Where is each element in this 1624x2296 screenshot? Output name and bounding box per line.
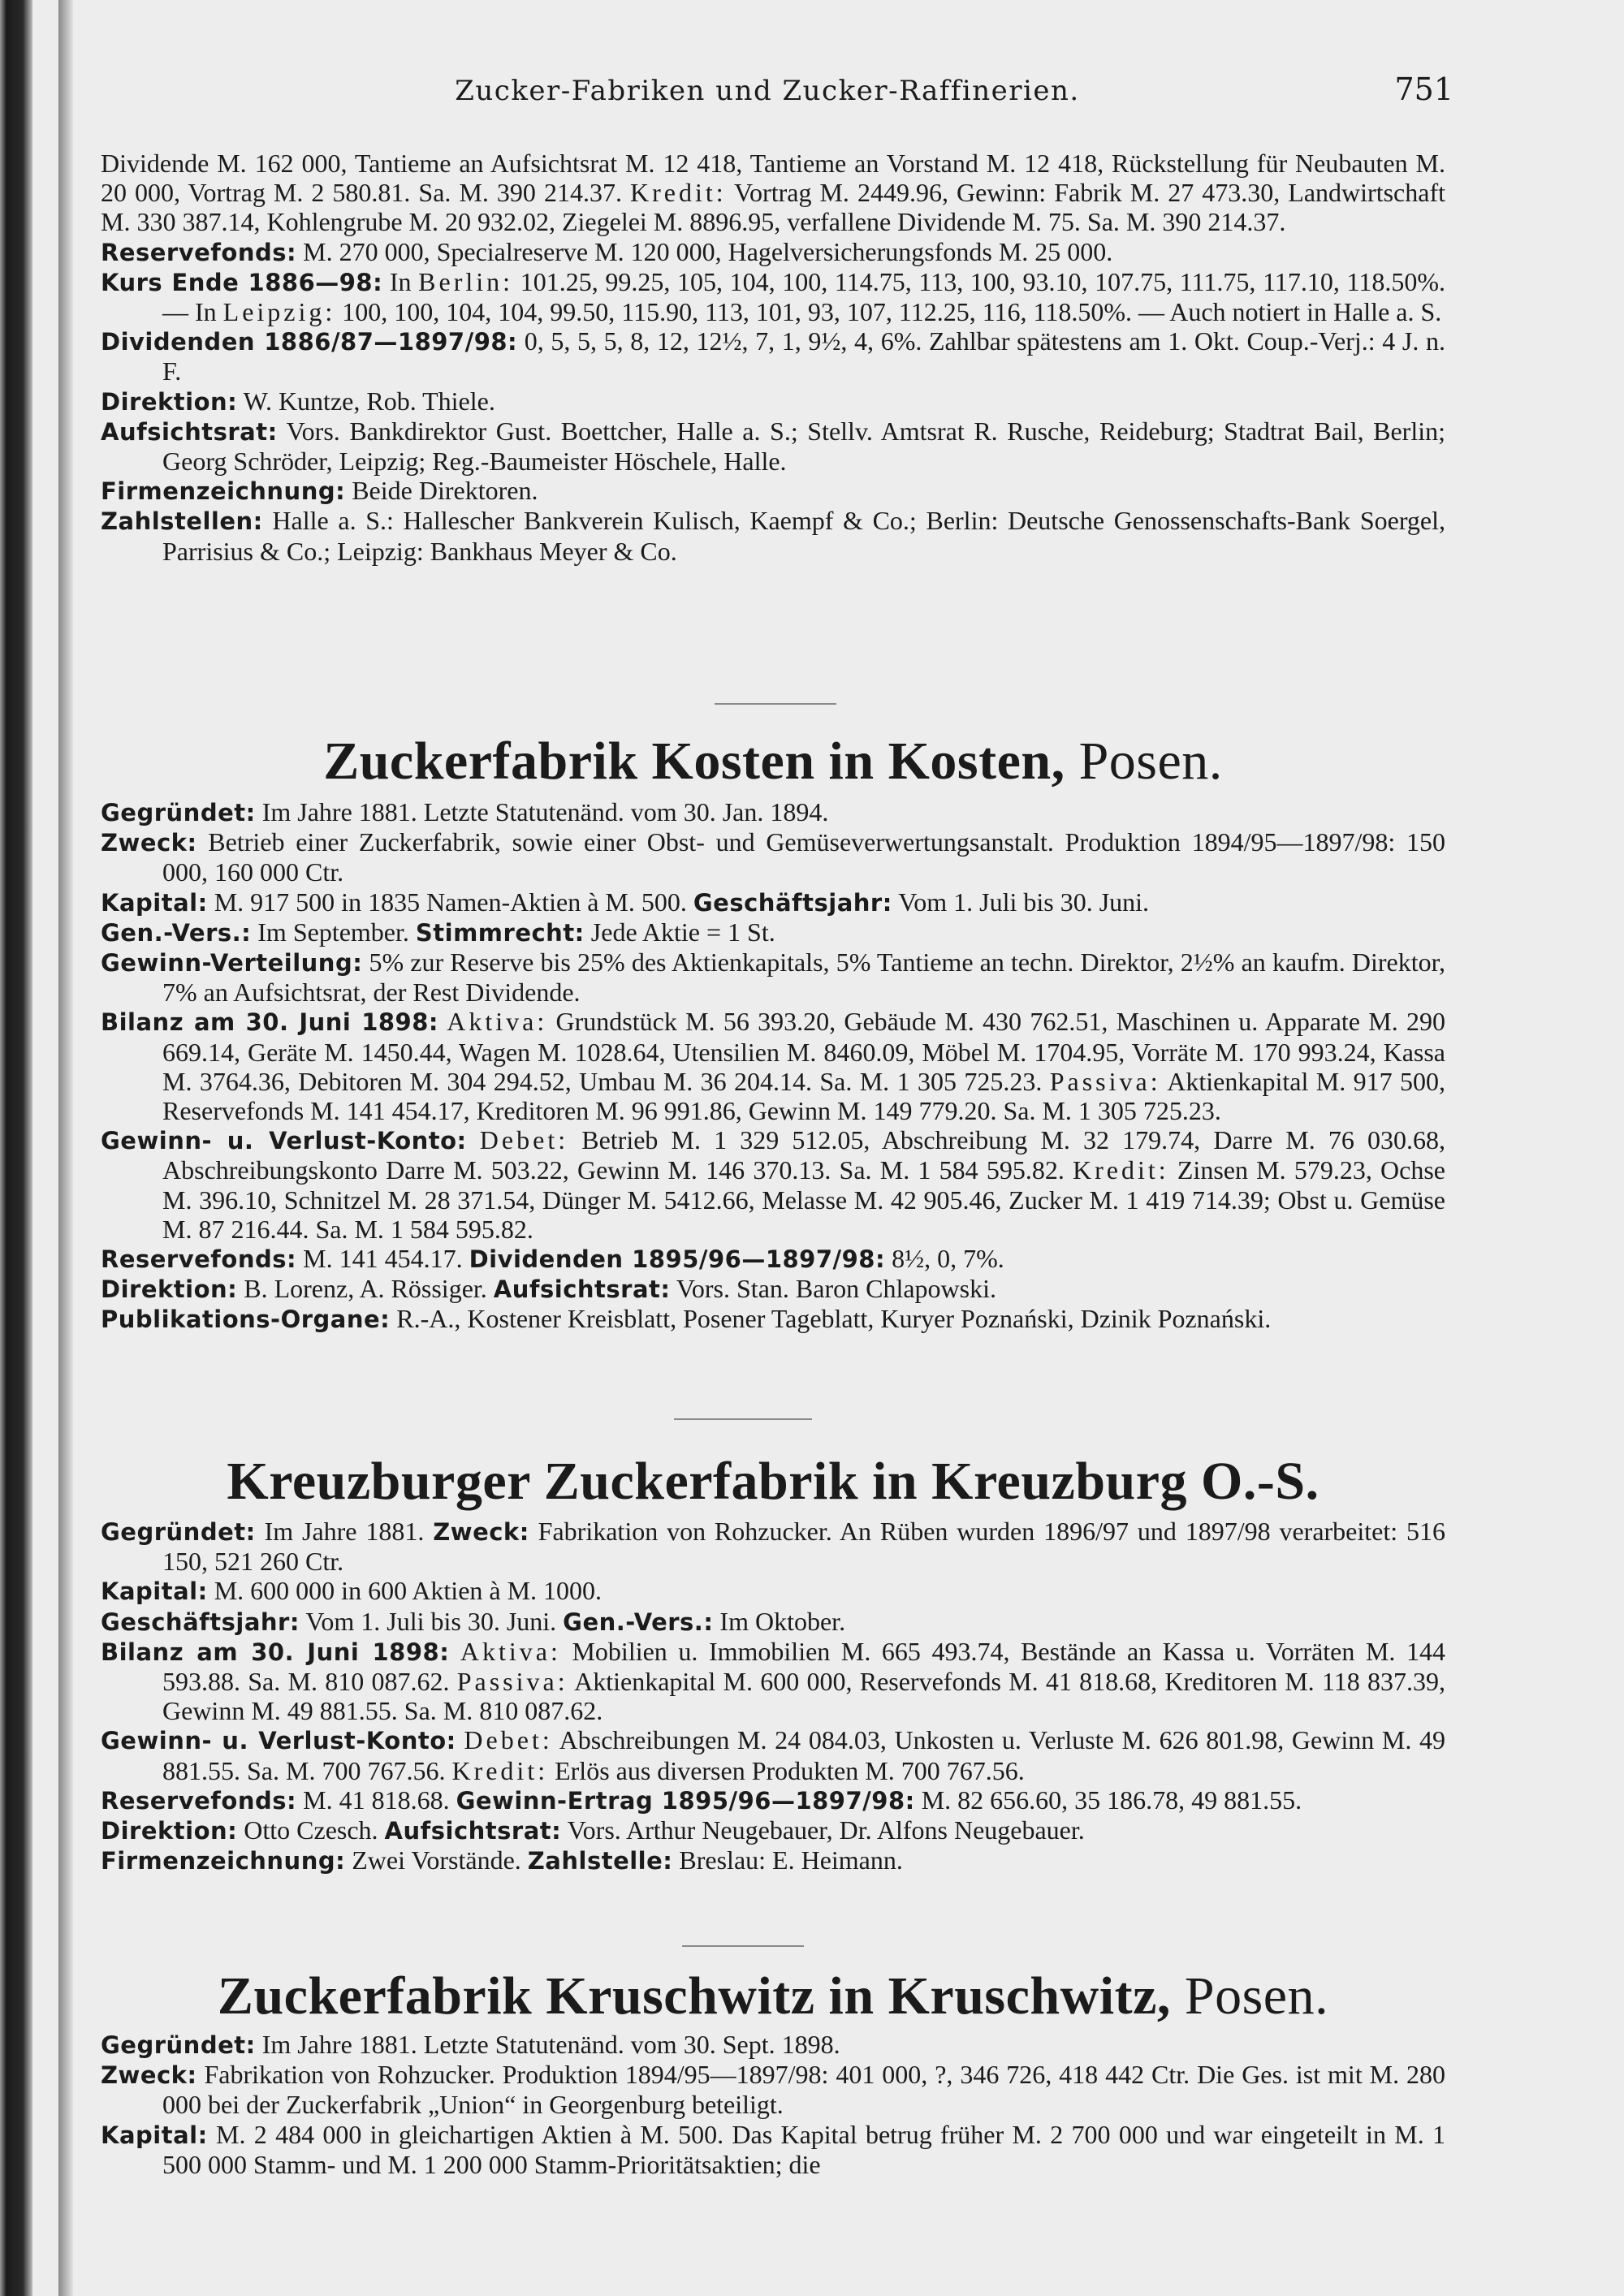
aktiva-text: Mobilien u. Immobilien M. 665 493.74, Bestände an Kassa u. Vorräten M. 144 593.88. Sa. M. 810 087.62.	[162, 1636, 1446, 1697]
reservefonds-entry	[101, 237, 1445, 267]
gegruendet-text: Im Jahre 1881. Letzte Statutenänd. vom 30. Jan. 1894.	[255, 797, 829, 826]
publikationsorgane-text: R.-A., Kostener Kreisblatt, Posener Tageblatt, Kuryer Poznański, Dzinik Poznański.	[390, 1304, 1272, 1334]
zweck-label: Zweck:	[101, 829, 197, 857]
bilanz-entry	[101, 1007, 1445, 1125]
aktiva-label: Aktiva:	[460, 1636, 561, 1666]
kredit-text: Vortrag M. 2449.96, Gewinn: Fabrik M. 27 473.30, Landwirtschaft M. 330 387.14, Kohlengrube M. 20 932.02, Ziegelei M. 8896.95, verfallene Dividende M. 75. Sa. M. 390 214.37.	[101, 178, 1446, 237]
company-name: Zuckerfabrik Kruschwitz in Kruschwitz,	[217, 1966, 1171, 2026]
kredit-label: Kredit:	[1073, 1155, 1169, 1185]
reservefonds-label: Reservefonds:	[101, 1786, 297, 1815]
gewinnertrag-text: M. 82 656.60, 35 186.78, 49 881.55.	[914, 1785, 1302, 1815]
gegruendet-entry	[101, 1517, 1445, 1576]
reservefonds-text: M. 41 818.68.	[296, 1785, 456, 1815]
zweck-label: Zweck:	[433, 1518, 529, 1546]
gegruendet-entry	[101, 2030, 1445, 2060]
kreuzburg-entry	[101, 1517, 1445, 1875]
kapital-text: M. 2 484 000 in gleichartigen Aktien à M. 500. Das Kapital betrug früher M. 2 700 000 und war eingeteilt in M. 1 500 000 Stamm- und M. 1 200 000 Stamm-Prioritätsaktien; die	[162, 2119, 1445, 2179]
stimmrecht-label: Stimmrecht:	[415, 918, 585, 947]
gegruendet-text: Im Jahre 1881. Letzte Statutenänd. vom 30. Sept. 1898.	[255, 2030, 840, 2059]
genvers-text: Im September.	[251, 917, 416, 947]
gegruendet-entry	[101, 797, 1445, 827]
dividenden-text: 0, 5, 5, 5, 8, 12, 12½, 7, 1, 9½, 4, 6%. Zahlbar spätestens am 1. Okt. Coup.-Verj.: 4 J. n. F.	[162, 326, 1445, 386]
zahlstelle-text: Breslau: E. Heimann.	[672, 1845, 903, 1875]
aufsichtsrat-entry	[101, 416, 1445, 476]
gegruendet-text: Im Jahre 1881.	[255, 1517, 434, 1546]
firmenzeichnung-label: Firmenzeichnung:	[101, 1847, 346, 1875]
gewinnverteilung-text: 5% zur Reserve bis 25% des Aktienkapitals, 5% Tantieme an techn. Direktor, 2½% an kaufm. Direktor, 7% an Aufsichtsrat, der Rest Dividende.	[162, 947, 1445, 1008]
reservefonds-label: Reservefonds:	[101, 1245, 297, 1274]
dividende-line	[101, 149, 1445, 237]
passiva-text: Aktienkapital M. 600 000, Reservefonds M. 41 818.68, Kreditoren M. 118 837.39, Gewinn M. 49 881.55. Sa. M. 810 087.62.	[162, 1667, 1446, 1726]
section-divider	[682, 1945, 804, 1947]
company-title-kreuzburg	[101, 1453, 1445, 1510]
genvers-text: Im Oktober.	[713, 1606, 846, 1636]
aufsichtsrat-label: Aufsichtsrat:	[493, 1275, 671, 1304]
kurs-in: In	[382, 266, 419, 296]
dividenden-label: Dividenden 1886/87—1897/98:	[101, 328, 518, 356]
gewinnertrag-label: Gewinn-Ertrag 1895/96—1897/98:	[456, 1786, 915, 1815]
previous-entry-continuation	[101, 149, 1445, 566]
kapital-label: Kapital:	[101, 888, 208, 917]
kredit-text: Erlös aus diversen Produkten M. 700 767.56.	[548, 1755, 1025, 1785]
debet-label: Debet:	[479, 1125, 569, 1155]
zweck-label: Zweck:	[101, 2061, 197, 2090]
zahlstellen-entry	[101, 506, 1445, 565]
aufsichtsrat-text: Vors. Arthur Neugebauer, Dr. Alfons Neugebauer.	[561, 1815, 1085, 1845]
guv-entry	[101, 1125, 1445, 1244]
direktion-text: W. Kuntze, Rob. Thiele.	[237, 386, 495, 416]
kapital-entry	[101, 2120, 1445, 2179]
book-spine	[0, 0, 32, 2296]
kapital-label: Kapital:	[101, 1577, 208, 1606]
direktion-entry	[101, 1274, 1445, 1304]
gewinnverteilung-entry	[101, 947, 1445, 1007]
gegruendet-label: Gegründet:	[101, 1518, 256, 1546]
bilanz-label: Bilanz am 30. Juni 1898:	[101, 1008, 439, 1037]
direktion-text: Otto Czesch.	[237, 1815, 385, 1845]
company-region: Posen.	[1170, 1966, 1329, 2026]
aufsichtsrat-text: Vors. Stan. Baron Chlapowski.	[670, 1274, 996, 1304]
page-number: 751	[1394, 71, 1453, 107]
kosten-entry	[101, 797, 1445, 1335]
geschaeftsjahr-entry	[101, 1607, 1445, 1637]
kapital-text: M. 600 000 in 600 Aktien à M. 1000.	[207, 1576, 603, 1606]
gegruendet-label: Gegründet:	[101, 799, 256, 826]
section-divider	[674, 1418, 812, 1420]
stimmrecht-text: Jede Aktie = 1 St.	[584, 917, 775, 947]
reservefonds-entry	[101, 1244, 1445, 1274]
zweck-entry	[101, 2060, 1445, 2119]
bilanz-label: Bilanz am 30. Juni 1898:	[101, 1638, 450, 1666]
kurs-leipzig-text: 100, 100, 104, 104, 99.50, 115.90, 113, 101, 93, 107, 112.25, 116, 118.50%. — Auch notiert in Halle a. S.	[335, 297, 1442, 327]
firmenzeichnung-label: Firmenzeichnung:	[101, 477, 346, 506]
publikationsorgane-label: Publikations-Organe:	[101, 1306, 391, 1334]
kredit-label: Kredit:	[451, 1755, 549, 1785]
kurs-berlin-label: Berlin:	[418, 266, 514, 296]
page-gutter-shadow	[58, 0, 73, 2296]
kapital-entry	[101, 887, 1445, 917]
aktiva-label: Aktiva:	[447, 1007, 548, 1037]
direktion-label: Direktion:	[101, 1275, 238, 1304]
section-divider	[715, 703, 836, 705]
zweck-text: Fabrikation von Rohzucker. An Rüben wurden 1896/97 und 1897/98 verarbeitet: 516 150, 521 260 Ctr.	[162, 1517, 1446, 1577]
company-region: Posen.	[1065, 732, 1223, 791]
guv-label: Gewinn- u. Verlust-Konto:	[101, 1127, 467, 1155]
zahlstelle-label: Zahlstelle:	[527, 1847, 673, 1875]
aufsichtsrat-text: Vors. Bankdirektor Gust. Boettcher, Halle a. S.; Stellv. Amtsrat R. Rusche, Reideburg; Stadtrat Bail, Berlin; Georg Schröder, Leipzig; Reg.-Baumeister Höschele, Halle.	[162, 416, 1445, 477]
zahlstellen-label: Zahlstellen:	[101, 507, 263, 536]
kapital-label: Kapital:	[101, 2121, 208, 2149]
direktion-entry	[101, 1815, 1445, 1845]
firmenzeichnung-text: Beide Direktoren.	[345, 476, 538, 506]
company-name: Zuckerfabrik Kosten in Kosten,	[323, 732, 1065, 791]
firmenzeichnung-text: Zwei Vorstände.	[345, 1845, 528, 1875]
company-title-kosten	[101, 733, 1445, 790]
kurs-leipzig-label: Leipzig:	[222, 297, 336, 327]
reservefonds-entry	[101, 1785, 1445, 1815]
debet-label: Debet:	[464, 1725, 553, 1755]
dividenden-entry	[101, 326, 1445, 386]
kredit-text: Zinsen M. 579.23, Ochse M. 396.10, Schnitzel M. 28 371.54, Dünger M. 5412.66, Melasse M. 42 905.46, Zucker M. 1 419 714.39; Obst u. Gemüse M. 87 216.44. Sa. M. 1 584 595.82.	[162, 1155, 1446, 1244]
kurs-label: Kurs Ende 1886—98:	[101, 268, 383, 296]
geschaeftsjahr-label: Geschäftsjahr:	[101, 1608, 300, 1636]
zweck-text: Fabrikation von Rohzucker. Produktion 1894/95—1897/98: 401 000, ?, 346 726, 418 442 Ctr. Die Ges. ist mit M. 280 000 bei der Zuckerfabrik „Union“ in Georgenburg beteiligt.	[162, 2060, 1445, 2120]
kapital-entry	[101, 1576, 1445, 1606]
company-title-kruschwitz	[101, 1968, 1445, 2025]
guv-label: Gewinn- u. Verlust-Konto:	[101, 1727, 456, 1755]
firmenzeichnung-entry	[101, 476, 1445, 506]
passiva-text: Aktienkapital M. 917 500, Reservefonds M. 141 454.17, Kreditoren M. 96 991.86, Gewinn M. 149 779.20. Sa. M. 1 305 725.23.	[162, 1066, 1446, 1126]
kredit-label: Kredit:	[629, 178, 727, 208]
firmenzeichnung-entry	[101, 1845, 1445, 1875]
geschaeftsjahr-text: Vom 1. Juli bis 30. Juni.	[299, 1606, 564, 1636]
reservefonds-text: M. 270 000, Specialreserve M. 120 000, Hagelversicherungsfonds M. 25 000.	[296, 236, 1113, 266]
direktion-label: Direktion:	[101, 387, 238, 416]
aufsichtsrat-label: Aufsichtsrat:	[101, 417, 278, 446]
reservefonds-label: Reservefonds:	[101, 238, 297, 266]
direktion-entry	[101, 386, 1445, 416]
aktiva-text: Grundstück M. 56 393.20, Gebäude M. 430 762.51, Maschinen u. Apparate M. 290 669.14, Geräte M. 1450.44, Wagen M. 1028.64, Utensilien M. 8460.09, Möbel M. 1704.95, Vorräte M. 170 993.24, Kassa M. 3764.36, Debitoren M. 304 294.52, Umbau M. 36 204.14. Sa. M. 1 305 725.23.	[162, 1007, 1445, 1096]
passiva-label: Passiva:	[456, 1667, 568, 1697]
geschaeftsjahr-label: Geschäftsjahr:	[693, 888, 892, 917]
zweck-entry	[101, 827, 1445, 887]
kruschwitz-entry	[101, 2030, 1445, 2179]
reservefonds-text: M. 141 454.17.	[296, 1244, 469, 1274]
direktion-label: Direktion:	[101, 1817, 238, 1845]
zahlstellen-text: Halle a. S.: Hallescher Bankverein Kulisch, Kaempf & Co.; Berlin: Deutsche Genossenschafts-Bank Soergel, Parrisius & Co.; Leipzig: Bankhaus Meyer & Co.	[162, 506, 1445, 566]
zweck-text: Betrieb einer Zuckerfabrik, sowie einer Obst- und Gemüseverwertungsanstalt. Produktion 1894/95—1897/98: 150 000, 160 000 Ctr.	[162, 827, 1445, 887]
direktion-text: B. Lorenz, A. Rössiger.	[237, 1274, 494, 1304]
dividende-text: Dividende M. 162 000, Tantieme an Aufsichtsrat M. 12 418, Tantieme an Vorstand M. 12 418, Rückstellung für Neubauten M. 20 000, Vortrag M. 2 580.81. Sa. M. 390 214.37.	[101, 149, 1445, 208]
gewinnverteilung-label: Gewinn-Verteilung:	[101, 949, 363, 978]
kapital-text: M. 917 500 in 1835 Namen-Aktien à M. 500.	[207, 887, 693, 917]
genvers-label: Gen.-Vers.:	[563, 1608, 714, 1636]
kurs-berlin-text: 101.25, 99.25, 105, 104, 100, 114.75, 113, 100, 93.10, 107.75, 111.75, 117.10, 118.50%. — In	[162, 266, 1446, 327]
debet-text: Betrieb M. 1 329 512.05, Abschreibung M. 32 179.74, Darre M. 76 030.68, Abschreibungskonto Darre M. 503.22, Gewinn M. 146 370.13. Sa. M. 1 584 595.82.	[162, 1125, 1446, 1185]
company-name: Kreuzburger Zuckerfabrik in Kreuzburg O.-S.	[227, 1452, 1320, 1511]
genvers-label: Gen.-Vers.:	[101, 918, 252, 947]
gegruendet-label: Gegründet:	[101, 2031, 256, 2059]
dividenden-label: Dividenden 1895/96—1897/98:	[469, 1245, 886, 1274]
aufsichtsrat-label: Aufsichtsrat:	[384, 1817, 562, 1845]
geschaeftsjahr-text: Vom 1. Juli bis 30. Juni.	[892, 887, 1150, 917]
passiva-label: Passiva:	[1049, 1066, 1161, 1096]
debet-text: Abschreibungen M. 24 084.03, Unkosten u. Verluste M. 626 801.98, Gewinn M. 49 881.55. Sa. M. 700 767.56.	[162, 1725, 1446, 1785]
guv-entry	[101, 1725, 1445, 1785]
bilanz-entry	[101, 1637, 1445, 1726]
running-head: Zucker-Fabriken und Zucker-Raffinerien.	[455, 75, 1080, 107]
publikationsorgane-entry	[101, 1304, 1445, 1334]
dividenden-text: 8½, 0, 7%.	[885, 1244, 1004, 1274]
kurs-entry	[101, 267, 1445, 326]
genvers-entry	[101, 917, 1445, 947]
